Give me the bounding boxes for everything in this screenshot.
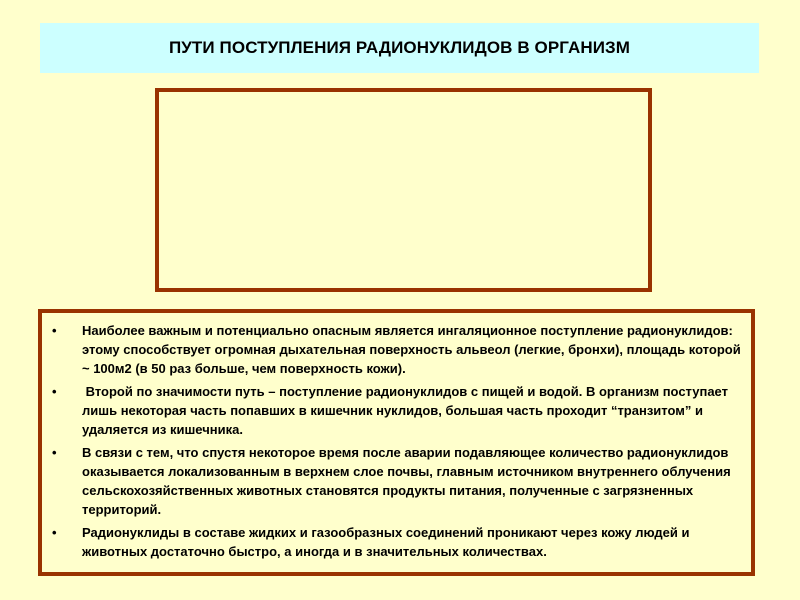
bullet-marker: • xyxy=(52,323,57,338)
slide-title: ПУТИ ПОСТУПЛЕНИЯ РАДИОНУКЛИДОВ В ОРГАНИЗМ xyxy=(168,38,631,57)
bullet-item xyxy=(52,523,741,561)
bullet-marker: • xyxy=(52,384,57,399)
bullet-text: Радионуклиды в составе жидких и газообразных соединений проникают через кожу людей и животных достаточно быстро, а иногда и в значительных количествах. xyxy=(82,525,690,559)
image-frame xyxy=(155,88,652,292)
bullet-item xyxy=(52,443,741,519)
bullet-marker: • xyxy=(52,525,57,540)
bullet-list xyxy=(52,321,741,561)
bullet-item xyxy=(52,382,741,439)
text-box xyxy=(38,309,755,576)
bullet-item xyxy=(52,321,741,378)
bullet-text: В связи с тем, что спустя некоторое время после аварии подавляющее количество радионуклидов оказывается локализованным в верхнем слое почвы, главным источником внутреннего облучения сельскохозяйственных животных становятся продукты питания, полученные с загрязненных территорий. xyxy=(82,445,731,517)
bullet-text: Второй по значимости путь – поступление радионуклидов с пищей и водой. В организм поступает лишь некоторая часть попавших в кишечник нуклидов, большая часть проходит “транзитом” и удаляется из кишечника. xyxy=(82,384,732,437)
bullet-text: Наиболее важным и потенциально опасным является ингаляционное поступление радионуклидов: этому способствует огромная дыхательная поверхность альвеол (легкие, бронхи), площадь которой ~ 100м2 (в 50 раз больше, чем поверхность кожи). xyxy=(82,323,741,376)
bullet-marker: • xyxy=(52,445,57,460)
title-bar xyxy=(40,23,759,73)
